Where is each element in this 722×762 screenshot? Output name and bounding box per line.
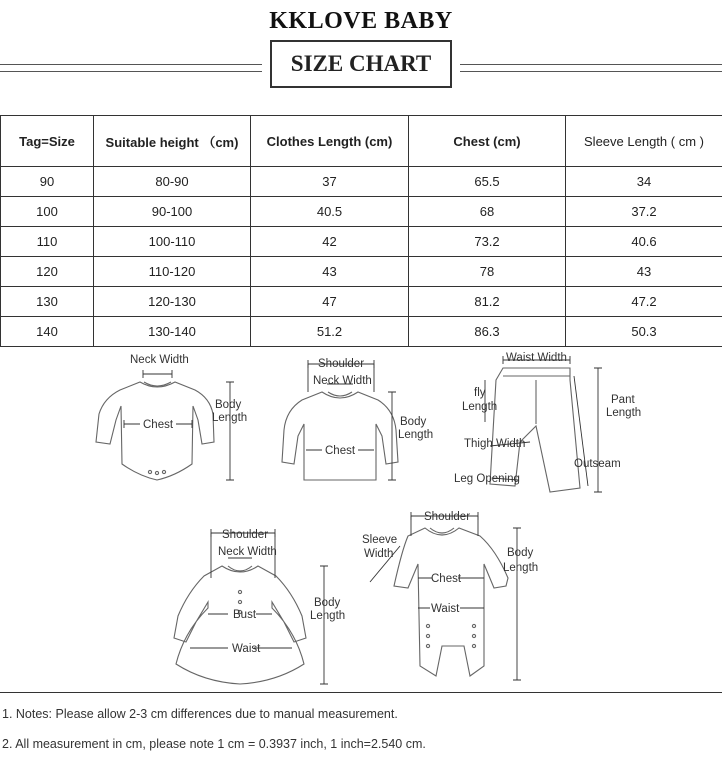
pants-pant-label: Pant xyxy=(611,394,635,406)
top-diagram xyxy=(282,358,433,480)
pants-outseam-label: Outseam xyxy=(574,458,621,470)
romper-width-label: Width xyxy=(364,548,394,560)
table-cell: 65.5 xyxy=(409,167,566,197)
table-row xyxy=(1,317,722,347)
brand-title: KKLOVE BABY xyxy=(269,8,453,34)
pants-thigh-label: Thigh Width xyxy=(464,438,526,450)
header-tag-size: Tag=Size xyxy=(1,116,94,167)
table-cell: 78 xyxy=(409,257,566,287)
header-chest: Chest (cm) xyxy=(409,116,566,167)
table-cell: 80-90 xyxy=(94,167,251,197)
romper-sleeve-label: Sleeve xyxy=(362,534,398,546)
table-cell: 110 xyxy=(1,227,94,257)
romper-body-label: Body xyxy=(507,547,534,559)
table-cell: 110-120 xyxy=(94,257,251,287)
table-cell: 47.2 xyxy=(566,287,722,317)
note-2: 2. All measurement in cm, please note 1 cm = 0.3937 inch, 1 inch=2.540 cm. xyxy=(2,737,426,751)
pants-leg-label: Leg Opening xyxy=(454,473,520,485)
title-rule-left xyxy=(0,64,262,72)
dress-diagram xyxy=(174,529,345,684)
title-rule-right xyxy=(460,64,722,72)
table-cell: 51.2 xyxy=(251,317,409,347)
romper-length-label: Length xyxy=(503,562,539,574)
table-cell: 37 xyxy=(251,167,409,197)
table-cell: 42 xyxy=(251,227,409,257)
pants-waist-label: Waist Width xyxy=(506,352,567,364)
table-cell: 100 xyxy=(1,197,94,227)
table-cell: 100-110 xyxy=(94,227,251,257)
table-row xyxy=(1,197,722,227)
size-chart-title: SIZE CHART xyxy=(270,40,452,88)
dress-length-label: Length xyxy=(310,610,346,622)
table-cell: 90 xyxy=(1,167,94,197)
dress-shoulder-label: Shoulder xyxy=(222,529,269,541)
bodysuit-neck-label: Neck Width xyxy=(130,354,189,366)
top-body-label: Body xyxy=(400,416,427,428)
table-row xyxy=(1,167,722,197)
size-table xyxy=(0,115,722,347)
dress-body-label: Body xyxy=(314,597,341,609)
dress-waist-label: Waist xyxy=(232,643,261,655)
bodysuit-chest-label: Chest xyxy=(143,419,174,431)
notes-section xyxy=(0,692,722,751)
table-cell: 73.2 xyxy=(409,227,566,257)
table-cell: 50.3 xyxy=(566,317,722,347)
pants-diagram xyxy=(454,352,641,492)
table-cell: 130-140 xyxy=(94,317,251,347)
measurement-diagrams-svg xyxy=(0,346,722,692)
romper-waist-label: Waist xyxy=(431,603,460,615)
table-cell: 120 xyxy=(1,257,94,287)
dress-neck-label: Neck Width xyxy=(218,546,277,558)
table-cell: 90-100 xyxy=(94,197,251,227)
pants-pant-length-label: Length xyxy=(606,407,642,419)
table-cell: 34 xyxy=(566,167,722,197)
table-cell: 43 xyxy=(251,257,409,287)
table-row xyxy=(1,287,722,317)
header-suitable-height: Suitable height （cm) xyxy=(94,116,251,167)
top-neck-label: Neck Width xyxy=(313,375,372,387)
table-cell: 47 xyxy=(251,287,409,317)
romper-diagram xyxy=(362,511,538,680)
table-cell: 43 xyxy=(566,257,722,287)
table-row xyxy=(1,227,722,257)
top-chest-label: Chest xyxy=(325,445,356,457)
dress-bust-label: Bust xyxy=(233,609,257,621)
table-cell: 130 xyxy=(1,287,94,317)
table-cell: 40.5 xyxy=(251,197,409,227)
note-1: 1. Notes: Please allow 2-3 cm differences due to manual measurement. xyxy=(2,707,398,721)
bodysuit-length-label: Length xyxy=(212,412,248,424)
table-cell: 40.6 xyxy=(566,227,722,257)
romper-shoulder-label: Shoulder xyxy=(424,511,471,523)
table-header-row xyxy=(1,116,722,167)
pants-fly-label: fly xyxy=(474,387,486,399)
romper-chest-label: Chest xyxy=(431,573,462,585)
bodysuit-diagram xyxy=(96,354,247,480)
bodysuit-body-label: Body xyxy=(215,399,242,411)
title-row xyxy=(0,40,722,90)
top-shoulder-label: Shoulder xyxy=(318,358,365,370)
table-cell: 37.2 xyxy=(566,197,722,227)
measurement-diagrams xyxy=(0,346,722,692)
table-cell: 86.3 xyxy=(409,317,566,347)
table-cell: 68 xyxy=(409,197,566,227)
header-clothes-length: Clothes Length (cm) xyxy=(251,116,409,167)
table-cell: 81.2 xyxy=(409,287,566,317)
header-sleeve-length: Sleeve Length ( cm ) xyxy=(566,116,722,167)
pants-fly-length-label: Length xyxy=(462,401,498,413)
table-cell: 120-130 xyxy=(94,287,251,317)
top-length-label: Length xyxy=(398,429,434,441)
table-cell: 140 xyxy=(1,317,94,347)
table-row xyxy=(1,257,722,287)
